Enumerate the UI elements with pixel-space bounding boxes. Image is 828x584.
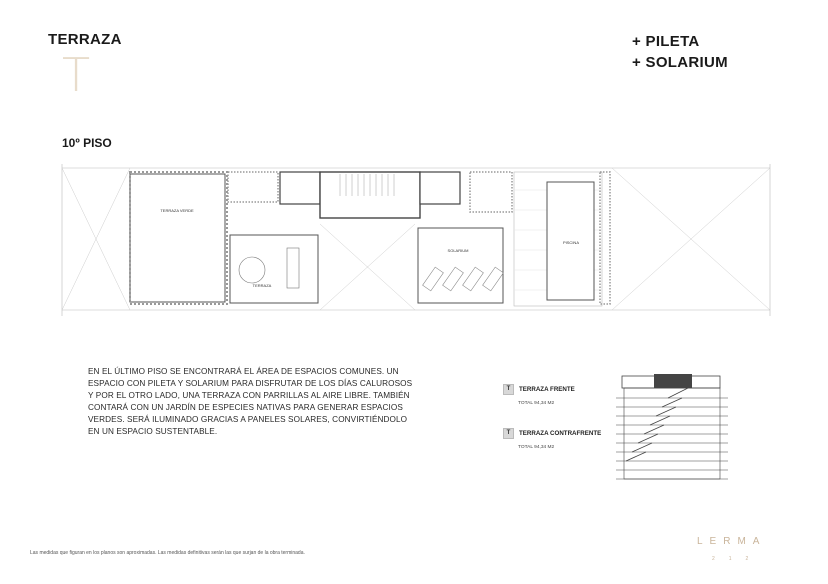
amenities-list	[632, 31, 728, 73]
amenity-pileta: + PILETA	[632, 33, 700, 50]
legend-badge: T	[503, 428, 514, 439]
floor-lines	[616, 388, 728, 479]
solarium-area	[418, 228, 503, 303]
page-title: TERRAZA	[48, 31, 122, 48]
floor-label: 10º PISO	[62, 136, 112, 150]
terraza-verde-area	[130, 174, 225, 302]
label-piscina: PISCINA	[562, 240, 580, 245]
description-text: EN EL ÚLTIMO PISO SE ENCONTRARÁ EL ÁREA DE ESPACIOS COMUNES. UN ESPACIO CON PILETA Y SOLARIUM PARA DISFRUTAR DE LOS DÍAS CALUROSOS Y POR EL OTRO LADO, UNA TERRAZA CON PARRILLAS AL AIRE LIBRE. TAMBIÉN CONTARÁ CON UN JARDÍN DE ESPECIES NATIVAS PARA GENERAR ESPACIOS VERDES. SERÁ ILUMINADO GRACIAS A PANELES SOLARES, CONVIRTIÉNDOLO EN UN ESPACIO SUSTENTABLE.	[88, 367, 413, 436]
legend-name: TERRAZA FRENTE	[519, 386, 575, 393]
building-elevation	[610, 374, 740, 484]
floor-plan	[40, 160, 788, 320]
legend-total-contrafrente: TOTAL 94,34 M2	[518, 445, 555, 450]
core-right	[420, 172, 460, 204]
core-left	[280, 172, 320, 204]
amenity-solarium: + SOLARIUM	[632, 54, 728, 71]
footer-disclaimer: Las medidas que figuran en los planos son aproximadas. Las medidas definitivas serán las que surjan de la obra terminada.	[30, 550, 305, 556]
legend-name: TERRAZA CONTRAFRENTE	[519, 430, 602, 437]
legend-badge: T	[503, 384, 514, 395]
roof-highlight	[654, 374, 692, 388]
terraza-area	[230, 235, 318, 303]
label-terraza-verde: TERRAZA VERDE	[160, 208, 194, 213]
legend-item-frente	[503, 384, 575, 395]
stair-zigzag	[626, 388, 688, 461]
brand-number: 212	[712, 556, 763, 562]
legend-total-frente: TOTAL 94,34 M2	[518, 401, 555, 406]
section-letter: T	[62, 48, 91, 102]
brand-logo: LERMA	[697, 536, 767, 547]
label-solarium: SOLARIUM	[447, 248, 469, 253]
label-terraza: TERRAZA	[252, 283, 272, 288]
legend-item-contrafrente	[503, 428, 601, 439]
